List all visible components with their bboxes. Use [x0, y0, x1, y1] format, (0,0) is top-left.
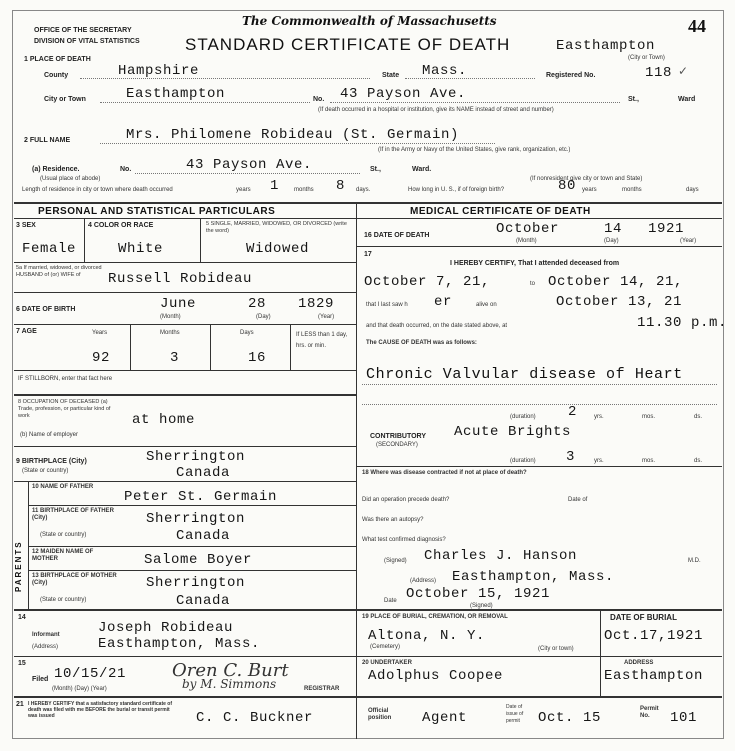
dob-month-label: (Month)	[160, 314, 181, 320]
operation-date-label: Date of	[568, 497, 588, 503]
undertaker-address: Easthampton	[604, 668, 704, 684]
official-name: C. C. Buckner	[196, 710, 314, 726]
mother-name: Salome Boyer	[144, 552, 253, 568]
dated-value: October 15, 1921	[406, 586, 551, 602]
birthplace-state-label: (State or country)	[22, 468, 69, 474]
usual-abode-label: (Usual place of abode)	[40, 176, 101, 182]
dob-label: 6 DATE OF BIRTH	[16, 306, 76, 313]
informant-label: Informant	[32, 632, 60, 638]
commonwealth-heading: The Commonwealth of Massachusetts	[242, 14, 497, 28]
undertaker-label: 20 UNDERTAKER	[362, 660, 412, 666]
death-time: 11.30 p.m.	[637, 315, 728, 331]
army-note: (If in the Army or Navy of the United States, give rank, organization, etc.)	[378, 147, 571, 153]
residence-months-value: 8	[336, 178, 346, 194]
less-than-day-label: If LESS than 1 day, hrs. or min.	[296, 332, 348, 349]
spouse-label: 5a If married, widowed, or divorced HUSBAND of (or) WIFE of	[16, 265, 102, 278]
check-mark: ✓	[678, 64, 689, 78]
occupation-label: 8 OCCUPATION OF DECEASED (a) Trade, profession, or particular kind of work	[18, 399, 111, 419]
ward-label: Ward	[678, 96, 696, 103]
date-issue-label: Date of issue of permit	[506, 704, 524, 724]
burial-place: Altona, N. Y.	[368, 628, 486, 644]
cause-value: Chronic Valvular disease of Heart	[366, 366, 683, 383]
how-long-months: months	[622, 187, 642, 193]
dod-year-label: (Year)	[680, 238, 697, 244]
city-or-town-label: (City or town)	[538, 646, 574, 652]
city-town-label: City or Town	[44, 96, 86, 103]
county-label: County	[44, 72, 69, 79]
duration-yrs: yrs.	[594, 414, 604, 420]
marital-label: 5 SINGLE, MARRIED, WIDOWED, OR DIVORCED (write the word)	[206, 221, 347, 234]
informant-address-label: (Address)	[32, 644, 59, 650]
filed-value: 10/15/21	[54, 666, 127, 682]
occupation-value: at home	[132, 412, 196, 428]
birthplace-label: 9 BIRTHPLACE (City)	[16, 458, 87, 465]
father-name-label: 10 NAME OF FATHER	[32, 484, 94, 490]
age-label: 7 AGE	[16, 328, 37, 335]
mother-birthplace-label: 13 BIRTHPLACE OF MOTHER (City)	[32, 573, 117, 586]
certificate-title: STANDARD CERTIFICATE OF DEATH	[185, 35, 511, 54]
residence-years-label: years	[236, 187, 251, 193]
dod-month: October	[496, 221, 560, 237]
attend-from: October 7, 21,	[364, 274, 491, 290]
dob-day-label: (Day)	[256, 314, 271, 320]
certify-text: I HEREBY CERTIFY, That I attended deceased from	[450, 260, 620, 267]
physician-address-label: (Address)	[410, 578, 437, 584]
father-name: Peter St. Germain	[124, 489, 278, 505]
dob-year-label: (Year)	[318, 314, 335, 320]
dated-label: Date	[384, 598, 397, 604]
residence-days-label: days.	[356, 187, 371, 193]
alive-on-label: alive on	[476, 302, 497, 308]
filed-label: Filed	[32, 676, 49, 683]
residence-value: 43 Payson Ave.	[186, 157, 313, 173]
burial-label: 19 PLACE OF BURIAL, CREMATION, OR REMOVAL	[362, 614, 508, 620]
death-occurred-label: and that death occurred, on the date stated above, at	[366, 323, 508, 329]
office-line-1: OFFICE OF THE SECRETARY	[34, 27, 132, 34]
last-saw-value: er	[434, 294, 453, 310]
father-bp-city: Sherrington	[146, 511, 246, 527]
medical-section-title: MEDICAL CERTIFICATE OF DEATH	[410, 206, 591, 217]
marital-value: Widowed	[246, 241, 310, 257]
contributory-value: Acute Brights	[454, 424, 572, 440]
attend-to: October 14, 21,	[548, 274, 684, 290]
signed-label: (Signed)	[384, 558, 407, 564]
street-address-value: 43 Payson Ave.	[340, 86, 467, 102]
duration2-value: 3	[566, 449, 576, 465]
filed-number: 15	[18, 660, 26, 667]
age-months-value: 3	[170, 350, 180, 366]
sex-label: 3 SEX	[16, 222, 36, 229]
how-long-value: 80	[558, 178, 577, 194]
dod-year: 1921	[648, 221, 685, 237]
mother-bp-country: Canada	[176, 593, 231, 609]
cemetery-label: (Cemetery)	[370, 644, 401, 650]
residence-label: (a) Residence.	[32, 166, 80, 173]
employer-label: (b) Name of employer	[20, 432, 79, 438]
how-long-years: years	[582, 187, 597, 193]
header-city-label: (City or Town)	[628, 55, 665, 61]
age-years-value: 92	[92, 350, 111, 366]
city-town-value: Easthampton	[126, 86, 226, 102]
registered-value: 118	[645, 65, 673, 81]
dod-label: 16 DATE OF DEATH	[364, 232, 430, 239]
dod-day-label: (Day)	[604, 238, 619, 244]
county-value: Hampshire	[118, 63, 200, 79]
duration2-mos: mos.	[642, 458, 656, 464]
divider-sections	[14, 218, 722, 219]
duration2-ds: ds.	[694, 458, 703, 464]
footer-certify-text: I HEREBY CERTIFY that a satisfactory standard certificate of death was filed with me BEFORE the burial or transit permit was issued	[28, 701, 173, 719]
cause-label: The CAUSE OF DEATH was as follows:	[366, 340, 477, 346]
parents-vertical-label: PARENTS	[14, 540, 23, 592]
undertaker-address-label: ADDRESS	[624, 660, 654, 666]
burial-date: Oct.17,1921	[604, 628, 704, 644]
page-number: 44	[688, 16, 706, 36]
hospital-note: (If death occurred in a hospital or institution, give its NAME instead of street and number)	[318, 107, 554, 113]
nonresident-note: (If nonresident give city or town and State)	[530, 176, 643, 182]
filed-sub-label: (Month) (Day) (Year)	[52, 686, 107, 692]
length-residence-label: Length of residence in city or town where death occurred	[22, 187, 173, 193]
color-value: White	[118, 241, 164, 257]
physician-name: Charles J. Hanson	[424, 548, 578, 564]
dob-month: June	[160, 296, 197, 312]
item-21: 21	[16, 701, 24, 708]
registrar-signature-2: by M. Simmons	[182, 677, 277, 691]
undertaker-name: Adolphus Coopee	[368, 668, 504, 684]
full-name-value: Mrs. Philomene Robideau (St. Germain)	[126, 127, 460, 143]
signed-sub-label: (Signed)	[470, 603, 493, 609]
test-label: What test confirmed diagnosis?	[362, 537, 446, 543]
dod-month-label: (Month)	[516, 238, 537, 244]
street-no-label: No.	[313, 96, 325, 103]
street-st-label: St.,	[628, 96, 639, 103]
registrar-label: REGISTRAR	[304, 686, 340, 692]
duration-label: (duration)	[510, 414, 536, 420]
item-18-label: 18 Where was disease contracted if not at place of death?	[362, 470, 527, 476]
duration-value: 2	[568, 404, 578, 420]
color-label: 4 COLOR OR RACE	[88, 222, 154, 229]
divider-top	[14, 202, 722, 204]
informant-address: Easthampton, Mass.	[98, 636, 261, 652]
burial-date-label: DATE OF BURIAL	[610, 613, 677, 622]
duration-mos: mos.	[642, 414, 656, 420]
registered-label: Registered No.	[546, 72, 596, 79]
age-days-value: 16	[248, 350, 267, 366]
physician-address: Easthampton, Mass.	[452, 569, 615, 585]
mother-bp-state-label: (State or country)	[40, 597, 87, 603]
how-long-label: How long in U. S., if of foreign birth?	[408, 187, 505, 193]
residence-no-label: No.	[120, 166, 132, 173]
sex-value: Female	[22, 241, 77, 257]
birthplace-city: Sherrington	[146, 449, 246, 465]
md-label: M.D.	[688, 558, 701, 564]
residence-years-value: 1	[270, 178, 280, 194]
duration-ds: ds.	[694, 414, 703, 420]
header-city-value: Easthampton	[556, 38, 656, 54]
contributory-label: CONTRIBUTORY	[370, 433, 426, 440]
informant-name: Joseph Robideau	[98, 620, 234, 636]
residence-months-label: months	[294, 187, 314, 193]
permit-number: 101	[670, 710, 698, 726]
official-position: Agent	[422, 710, 468, 726]
official-position-label: Official position	[368, 708, 392, 721]
age-years-col: Years	[92, 330, 108, 336]
dob-day: 28	[248, 296, 267, 312]
how-long-days: days	[686, 187, 699, 193]
age-days-col: Days	[240, 330, 254, 336]
dob-year: 1829	[298, 296, 335, 312]
alive-date: October 13, 21	[556, 294, 683, 310]
mother-bp-city: Sherrington	[146, 575, 246, 591]
registrar-signature: Oren C. Burt	[172, 660, 289, 681]
mother-name-label: 12 MAIDEN NAME OF MOTHER	[32, 549, 94, 562]
office-line-2: DIVISION OF VITAL STATISTICS	[34, 38, 140, 45]
informant-number: 14	[18, 614, 26, 621]
age-months-col: Months	[160, 330, 180, 336]
stillborn-label: IF STILLBORN, enter that fact here	[18, 376, 113, 382]
secondary-label: (SECONDARY)	[376, 442, 418, 448]
full-name-label: 2 FULL NAME	[24, 137, 71, 144]
residence-st-label: St.,	[370, 166, 381, 173]
father-bp-country: Canada	[176, 528, 231, 544]
column-divider	[356, 202, 357, 739]
place-of-death-label: 1 PLACE OF DEATH	[24, 56, 91, 63]
operation-label: Did an operation precede death?	[362, 497, 450, 503]
duration2-yrs: yrs.	[594, 458, 604, 464]
residence-ward-label: Ward.	[412, 166, 432, 173]
last-saw-label: that I last saw h	[366, 302, 408, 308]
spouse-value: Russell Robideau	[108, 271, 253, 287]
to-label: to	[530, 281, 536, 287]
personal-section-title: PERSONAL AND STATISTICAL PARTICULARS	[38, 206, 276, 217]
birthplace-country: Canada	[176, 465, 231, 481]
permit-label: Permit No.	[640, 706, 659, 719]
duration2-label: (duration)	[510, 458, 536, 464]
date-issue: Oct. 15	[538, 710, 602, 726]
autopsy-label: Was there an autopsy?	[362, 517, 424, 523]
state-label: State	[382, 72, 400, 79]
item-17: 17	[364, 251, 372, 258]
state-value: Mass.	[422, 63, 468, 79]
father-bp-state-label: (State or country)	[40, 532, 87, 538]
dod-day: 14	[604, 221, 623, 237]
father-birthplace-label: 11 BIRTHPLACE OF FATHER (City)	[32, 508, 114, 521]
